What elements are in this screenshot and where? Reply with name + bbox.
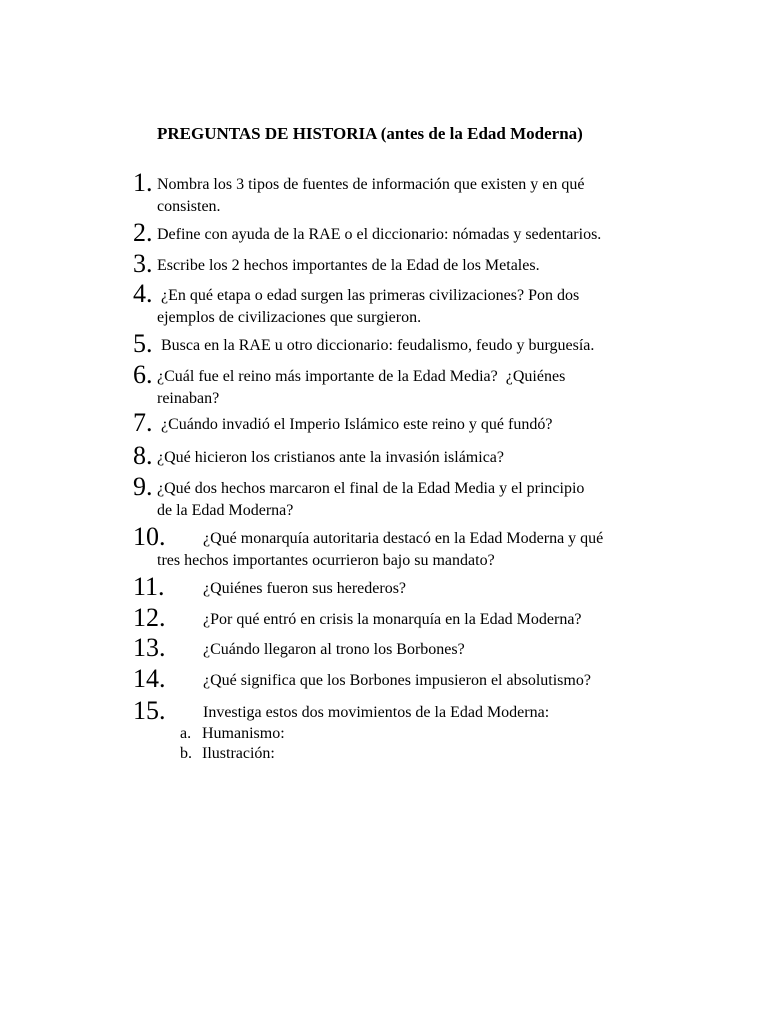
question-line: tres hechos importantes ocurrieron bajo su mandato?: [157, 552, 495, 569]
sub-item-text: Ilustración:: [202, 745, 275, 762]
question-text: [157, 478, 584, 522]
question-line: de la Edad Moderna?: [157, 502, 294, 519]
question-line: Escribe los 2 hechos importantes de la Edad de los Metales.: [157, 257, 540, 274]
question-line: reinaban?: [157, 390, 220, 407]
sub-item-text: Humanismo:: [202, 725, 285, 742]
question-number: 3.: [133, 249, 153, 278]
question-number: 11.: [133, 572, 165, 601]
question-line: ¿Quiénes fueron sus herederos?: [203, 580, 407, 597]
question-text: [203, 702, 549, 724]
question-number: 14.: [133, 664, 166, 693]
question-text: [157, 285, 579, 329]
question-number: 10.: [133, 522, 166, 551]
question-line: Nombra los 3 tipos de fuentes de información que existen y en qué: [157, 176, 585, 193]
question-number: 15.: [133, 696, 166, 725]
question-text: [157, 335, 594, 357]
page-title: PREGUNTAS DE HISTORIA (antes de la Edad Moderna): [157, 124, 583, 143]
question-line: Define con ayuda de la RAE o el diccionario: nómadas y sedentarios.: [157, 226, 602, 243]
question-number: 6.: [133, 360, 153, 389]
question-text: [203, 609, 582, 631]
question-text: [157, 447, 504, 469]
question-line: ¿Qué hicieron los cristianos ante la invasión islámica?: [157, 449, 504, 466]
question-line: ¿Cuál fue el reino más importante de la Edad Media? ¿Quiénes: [157, 368, 566, 385]
question-text: [157, 174, 584, 218]
question-text: [157, 255, 540, 277]
sub-item-letter: b.: [180, 745, 192, 762]
question-line: ejemplos de civilizaciones que surgieron.: [157, 309, 422, 326]
question-text: [157, 224, 601, 246]
question-line: Busca en la RAE u otro diccionario: feudalismo, feudo y burguesía.: [157, 337, 595, 354]
question-number: 4.: [133, 279, 153, 308]
question-number: 9.: [133, 472, 153, 501]
question-number: 8.: [133, 441, 153, 470]
question-line: ¿Por qué entró en crisis la monarquía en la Edad Moderna?: [203, 611, 582, 628]
sub-item: [180, 724, 285, 744]
question-text: [203, 670, 591, 692]
question-text: [157, 528, 603, 572]
question-text: [203, 639, 465, 661]
question-text: [157, 366, 565, 410]
question-text: [157, 414, 552, 436]
sub-item-letter: a.: [180, 725, 192, 742]
question-text: [203, 578, 406, 600]
question-line: ¿En qué etapa o edad surgen las primeras civilizaciones? Pon dos: [157, 287, 580, 304]
question-line: consisten.: [157, 198, 221, 215]
question-line: ¿Cuándo invadió el Imperio Islámico este reino y qué fundó?: [157, 416, 553, 433]
question-line: ¿Qué dos hechos marcaron el final de la Edad Media y el principio: [157, 480, 585, 497]
question-line: ¿Qué significa que los Borbones impusieron el absolutismo?: [203, 672, 591, 689]
question-line: ¿Qué monarquía autoritaria destacó en la Edad Moderna y qué: [203, 530, 604, 547]
question-number: 7.: [133, 408, 153, 437]
question-number: 12.: [133, 603, 166, 632]
question-line: ¿Cuándo llegaron al trono los Borbones?: [203, 641, 465, 658]
question-line: Investiga estos dos movimientos de la Edad Moderna:: [203, 704, 550, 721]
question-number: 2.: [133, 218, 153, 247]
sub-item: [180, 744, 275, 764]
question-number: 1.: [133, 168, 153, 197]
question-number: 5.: [133, 329, 153, 358]
question-number: 13.: [133, 633, 166, 662]
